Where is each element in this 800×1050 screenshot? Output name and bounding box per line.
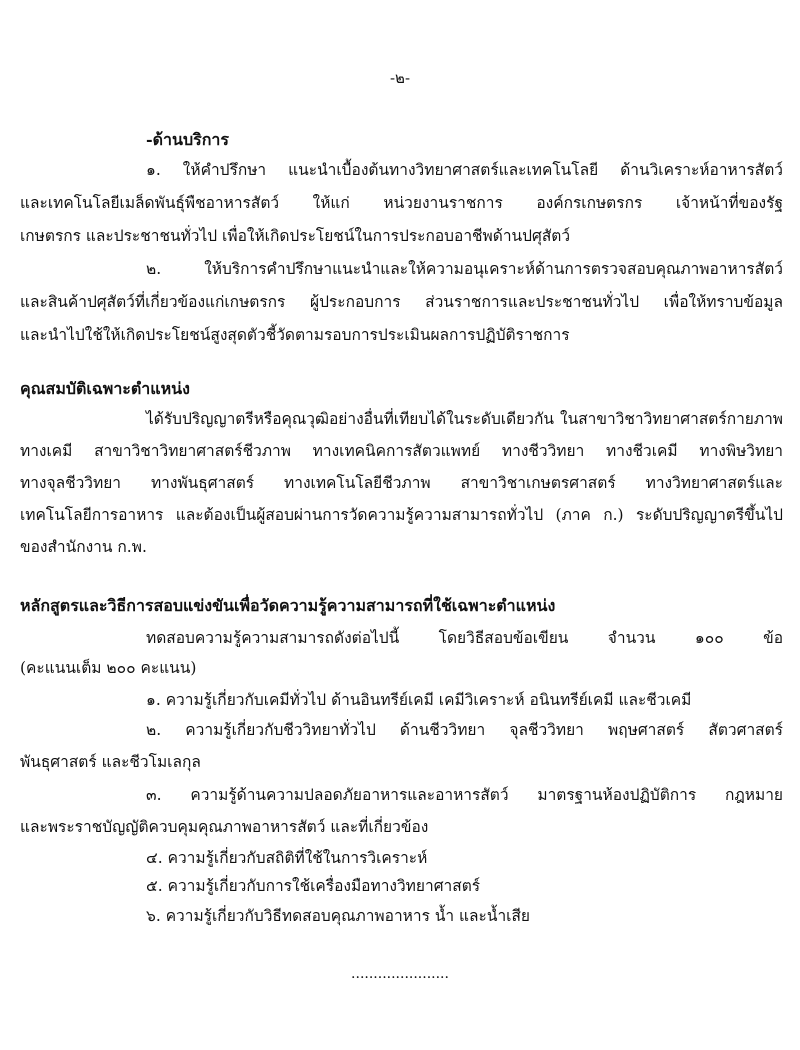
qualifications-heading: คุณสมบัติเฉพาะตำแหน่ง — [20, 379, 190, 398]
services-item2-line2: และสินค้าปศุสัตว์ที่เกี่ยวข้องแก่เกษตรกร ผู้ประกอบการ ส่วนราชการและประชาชนทั่วไป เพื่อให้ทราบข้อมูล — [20, 293, 783, 311]
qualifications-line5: ของสำนักงาน ก.พ. — [20, 538, 147, 556]
curriculum-topic3-line1: ๓. ความรู้ด้านความปลอดภัยอาหารและอาหารสัตว์ มาตรฐานห้องปฏิบัติการ กฎหมาย — [146, 786, 783, 804]
services-item1-line2: และเทคโนโลยีเมล็ดพันธุ์พืชอาหารสัตว์ ให้แก่ หน่วยงานราชการ องค์กรเกษตรกร เจ้าหน้าที่ของรัฐ — [20, 194, 783, 212]
curriculum-heading: หลักสูตรและวิธีการสอบแข่งขันเพื่อวัดความรู้ความสามารถที่ใช้เฉพาะตำแหน่ง — [20, 596, 556, 615]
curriculum-topic5: ๕. ความรู้เกี่ยวกับการใช้เครื่องมือทางวิทยาศาสตร์ — [146, 877, 481, 895]
closing-dotted-line: ...................... — [351, 966, 449, 982]
curriculum-topic2-line1: ๒. ความรู้เกี่ยวกับชีววิทยาทั่วไป ด้านชีววิทยา จุลชีววิทยา พฤษศาสตร์ สัตวศาสตร์ — [146, 721, 783, 739]
services-heading: -ด้านบริการ — [146, 130, 229, 149]
services-item1-line1: ๑. ให้คำปรึกษา แนะนำเบื้องต้นทางวิทยาศาสตร์และเทคโนโลยี ด้านวิเคราะห์อาหารสัตว์ — [146, 161, 783, 179]
services-item2-line1: ๒. ให้บริการคำปรึกษาแนะนำและให้ความอนุเคราะห์ด้านการตรวจสอบคุณภาพอาหารสัตว์ — [146, 260, 783, 278]
services-item1-line3: เกษตรกร และประชาชนทั่วไป เพื่อให้เกิดประโยชน์ในการประกอบอาชีพด้านปศุสัตว์ — [20, 227, 571, 245]
curriculum-topic2-line2: พันธุศาสตร์ และชีวโมเลกุล — [20, 753, 201, 771]
qualifications-line2: ทางเคมี สาขาวิชาวิทยาศาสตร์ชีวภาพ ทางเทคนิคการสัตวแพทย์ ทางชีววิทยา ทางชีวเคมี ทางพิษวิทยา — [20, 442, 783, 460]
qualifications-line3: ทางจุลชีววิทยา ทางพันธุศาสตร์ ทางเทคโนโลยีชีวภาพ สาขาวิชาเกษตรศาสตร์ ทางวิทยาศาสตร์และ — [20, 474, 783, 492]
qualifications-line1: ได้รับปริญญาตรีหรือคุณวุฒิอย่างอื่นที่เทียบได้ในระดับเดียวกัน ในสาขาวิชาวิทยาศาสตร์กายภาพ — [146, 410, 783, 428]
curriculum-topic1: ๑. ความรู้เกี่ยวกับเคมีทั่วไป ด้านอินทรีย์เคมี เคมีวิเคราะห์ อนินทรีย์เคมี และชีวเคมี — [146, 691, 692, 709]
services-item2-line3: และนำไปใช้ให้เกิดประโยชน์สูงสุดตัวชี้วัดตามรอบการประเมินผลการปฏิบัติราชการ — [20, 326, 570, 344]
curriculum-intro-line1: ทดสอบความรู้ความสามารถดังต่อไปนี้ โดยวิธีสอบข้อเขียน จำนวน ๑๐๐ ข้อ — [146, 629, 783, 647]
curriculum-topic4: ๔. ความรู้เกี่ยวกับสถิติที่ใช้ในการวิเคราะห์ — [146, 849, 428, 867]
curriculum-intro-line2: (คะแนนเต็ม ๒๐๐ คะแนน) — [20, 659, 197, 677]
curriculum-topic3-line2: และพระราชบัญญัติควบคุมคุณภาพอาหารสัตว์ และที่เกี่ยวข้อง — [20, 818, 429, 836]
curriculum-topic6: ๖. ความรู้เกี่ยวกับวิธีทดสอบคุณภาพอาหาร น้ำ และน้ำเสีย — [146, 907, 531, 925]
page-number: -๒- — [389, 69, 411, 87]
qualifications-line4: เทคโนโลยีการอาหาร และต้องเป็นผู้สอบผ่านการวัดความรู้ความสามารถทั่วไป (ภาค ก.) ระดับปริญญาตรีขึ้นไป — [20, 506, 783, 524]
